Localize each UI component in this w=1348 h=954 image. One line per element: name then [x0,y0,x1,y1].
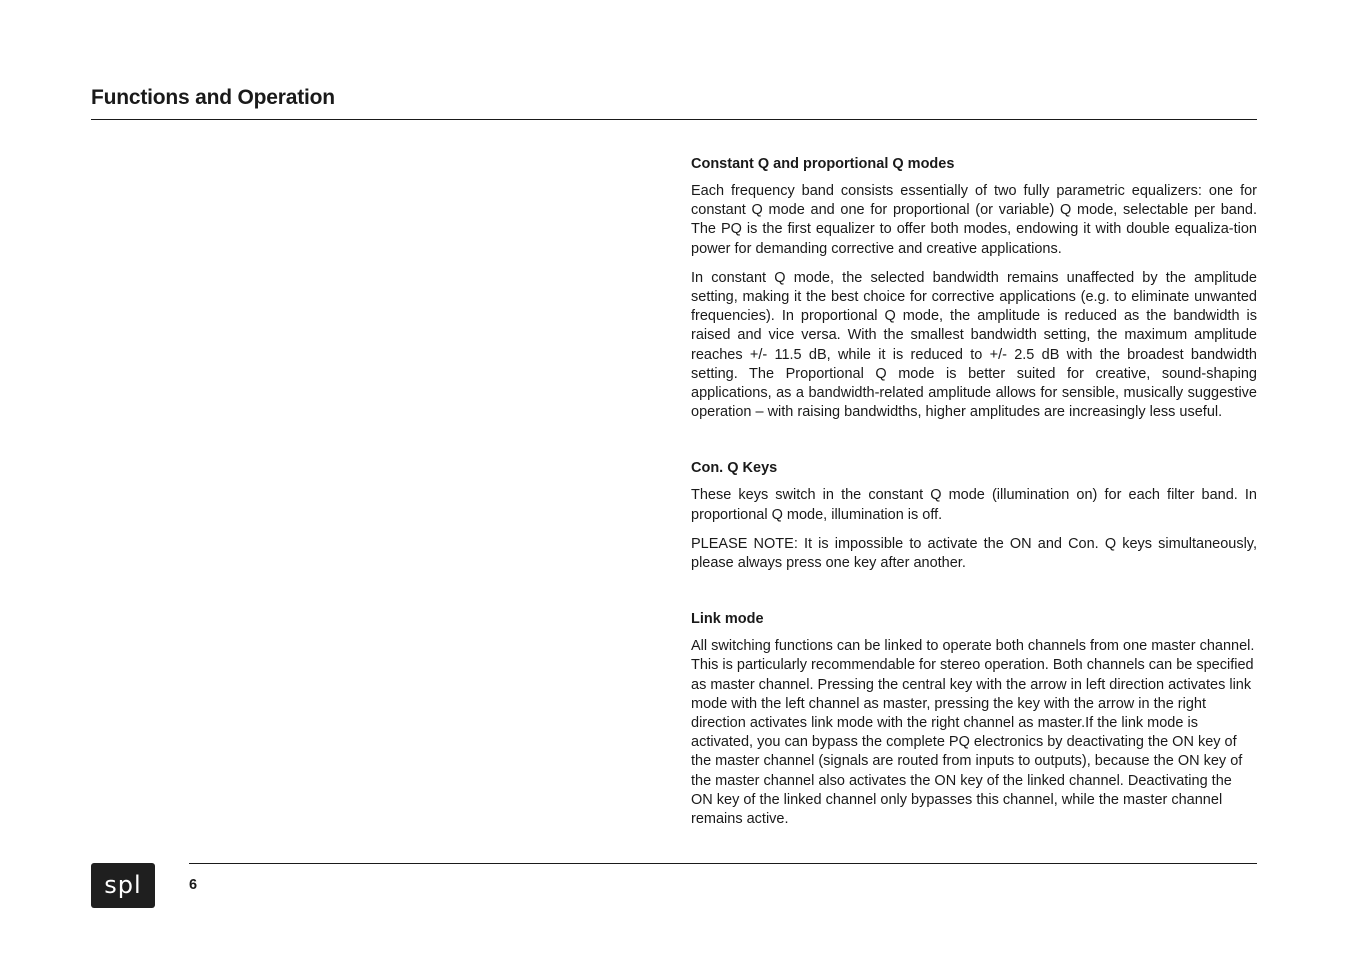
paragraph: Each frequency band consists essentially of two fully parametric equalizers: one for constant Q mode and one for proportional (or variable) Q mode, selectable per band. The PQ is the first equalizer to offer both modes, endowing it with double equaliza-tion power for demanding corrective and creative applications. [691,183,1257,257]
page-number: 6 [189,877,198,893]
footer-divider [189,863,1257,864]
section-q-modes [691,155,1257,422]
section-heading: Link mode [691,611,764,628]
paragraph: PLEASE NOTE: It is impossible to activate the ON and Con. Q keys simultaneously, please always press one key after another. [691,535,1257,572]
spl-logo-mark [95,869,151,903]
paragraph: All switching functions can be linked to operate both channels from one master channel. This is particularly recommendable for stereo operation. Both channels can be specified as master channel. Pressing the central key with the arrow in left direction activates link mode with the left channel as master, pressing the key with the arrow in the right direction activates link mode with the right channel as master.If the link mode is activated, you can bypass the complete PQ electronics by deactivating the ON key of the master channel (signals are routed from inputs to outputs), because the ON key of the master channel also activates the ON key of the linked channel. Deactivating the ON key of the linked channel only bypasses this channel, while the master channel remains active. [691,638,1255,828]
page-title: Functions and Operation [91,86,335,109]
section-link-mode [691,610,1257,829]
paragraph: In constant Q mode, the selected bandwidth remains unaffected by the amplitude setting, making it the best choice for corrective applications (e.g. to eliminate unwanted frequencies). In proportional Q mode, the amplitude is reduced as the bandwidth is raised and vice versa. With the smallest bandwidth setting, the maximum amplitude reaches +/- 11.5 dB, while it is reduced to +/- 2.5 dB with the broadest bandwidth setting. The Proportional Q mode is better suited for creative, sound-shaping applications, as a bandwidth-related amplitude allows for sensible, musically suggestive operation – with raising bandwidths, higher amplitudes are increasingly less useful. [691,269,1257,421]
paragraph: These keys switch in the constant Q mode (illumination on) for each filter band. In proportional Q mode, illumination is off. [691,487,1257,523]
spl-logo [91,863,155,908]
section-con-q-keys [691,459,1257,573]
logo-wordmark: spl [104,870,142,899]
text-column [691,155,1257,839]
section-heading: Constant Q and proportional Q modes [691,156,955,172]
header-divider [91,119,1257,120]
section-heading: Con. Q Keys [691,460,778,477]
